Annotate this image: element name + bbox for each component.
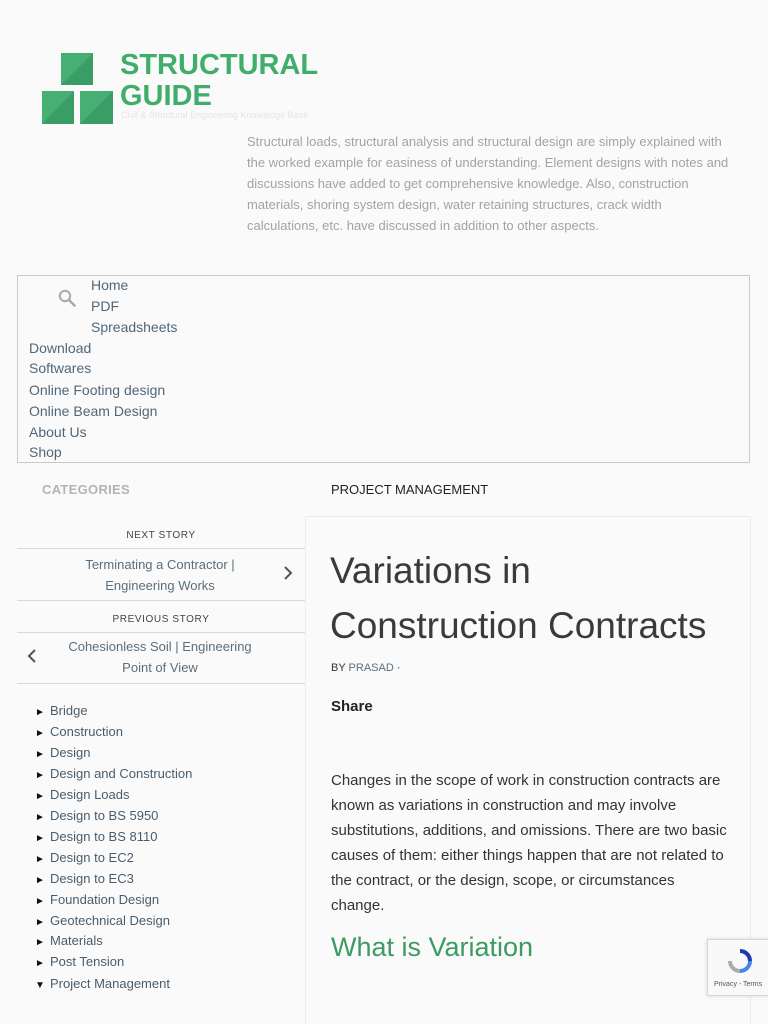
category-label: Bridge xyxy=(50,703,88,718)
article-category[interactable]: PROJECT MANAGEMENT xyxy=(331,482,489,497)
divider xyxy=(17,548,305,549)
nav-item-online-footing-design[interactable]: Online Footing design xyxy=(29,382,166,398)
logo-line-1: STRUCTURAL xyxy=(120,49,319,81)
chevron-left-icon[interactable] xyxy=(26,648,38,664)
category-item-design-to-ec3[interactable] xyxy=(35,869,134,891)
story-navigation xyxy=(17,517,305,684)
divider xyxy=(17,600,305,601)
category-item-design-and-construction[interactable] xyxy=(35,764,192,786)
triangle-right-icon: ► xyxy=(35,958,45,969)
category-item-design-to-ec2[interactable] xyxy=(35,848,134,870)
category-label: Design xyxy=(50,745,91,760)
category-label: Design and Construction xyxy=(50,766,193,781)
category-label: Materials xyxy=(50,933,103,948)
nav-item-about-us[interactable]: About Us xyxy=(29,424,87,440)
categories-title: CATEGORIES xyxy=(42,482,130,497)
triangle-right-icon: ► xyxy=(35,875,45,886)
category-item-design[interactable] xyxy=(35,743,90,765)
previous-story-label: PREVIOUS STORY xyxy=(112,614,210,625)
category-label: Design Loads xyxy=(50,787,130,802)
category-item-construction[interactable] xyxy=(35,722,123,744)
recaptcha-privacy-terms[interactable]: Privacy - Terms xyxy=(714,981,763,988)
category-label: Geotechnical Design xyxy=(50,913,170,928)
category-label: Construction xyxy=(50,724,123,739)
triangle-right-icon: ► xyxy=(35,707,45,718)
triangle-right-icon: ► xyxy=(35,791,45,802)
nav-item-online-beam-design[interactable]: Online Beam Design xyxy=(29,403,158,419)
next-story-label: NEXT STORY xyxy=(126,530,196,541)
byline xyxy=(331,662,401,674)
site-description: Structural loads, structural analysis and structural design are simply explained with the worked example for easiness of understanding. Element designs with notes and discussions have added to get comprehensive knowledge. Also, construction materials, shoring system design, water retaining structures, crack width calculations, etc. have discussed in addition to other aspects. xyxy=(247,134,729,233)
category-item-design-to-bs-8110[interactable] xyxy=(35,827,157,849)
previous-story-link[interactable]: Cohesionless Soil | Engineering Point of View xyxy=(68,639,252,675)
article-body: Changes in the scope of work in construction contracts are known as variations in construction and may involve substitutions, additions, and omissions. There are two basic causes of them: either things happen that are not related to the contract, or the design, scope, or circumstances change. xyxy=(331,772,727,914)
triangle-right-icon: ► xyxy=(35,854,45,865)
triangle-right-icon: ► xyxy=(35,833,45,844)
category-label: Project Management xyxy=(50,976,170,991)
nav-item-home[interactable]: Home xyxy=(91,277,129,293)
recaptcha-icon xyxy=(727,948,753,974)
author-link[interactable]: PRASAD xyxy=(348,662,394,674)
next-story-link[interactable]: Terminating a Contractor | Engineering Works xyxy=(85,557,235,593)
triangle-right-icon: ► xyxy=(35,749,45,760)
category-label: Design to BS 8110 xyxy=(50,829,158,844)
main-navigation xyxy=(17,275,750,463)
logo-tagline: Civil & Structural Engineering Knowledge Base xyxy=(121,110,309,120)
chevron-right-icon[interactable] xyxy=(282,565,294,581)
share-button[interactable]: Share xyxy=(331,698,373,715)
category-item-design-to-bs-5950[interactable] xyxy=(35,806,158,828)
triangle-right-icon: ► xyxy=(35,812,45,823)
category-label: Design to EC2 xyxy=(50,850,134,865)
triangle-down-icon: ▼ xyxy=(35,980,45,991)
triangle-right-icon: ► xyxy=(35,770,45,781)
site-logo-title[interactable] xyxy=(120,50,318,112)
nav-item-pdf[interactable]: PDF xyxy=(91,298,119,314)
byline-separator: · xyxy=(396,662,401,674)
triangle-right-icon: ► xyxy=(35,937,45,948)
section-heading: What is Variation xyxy=(331,932,534,962)
category-label: Foundation Design xyxy=(50,892,160,907)
logo-line-2: GUIDE xyxy=(120,80,212,112)
category-label: Post Tension xyxy=(50,954,125,969)
nav-item-shop[interactable]: Shop xyxy=(29,444,62,460)
triangle-right-icon: ► xyxy=(35,896,45,907)
byline-by: BY xyxy=(331,662,346,674)
logo-icon xyxy=(42,53,113,124)
article-title: Variations in Construction Contracts xyxy=(330,550,707,646)
category-label: Design to BS 5950 xyxy=(50,808,159,823)
search-icon[interactable] xyxy=(58,289,76,307)
category-item-materials[interactable] xyxy=(35,931,103,953)
category-item-post-tension[interactable] xyxy=(35,952,124,974)
category-item-geotechnical-design[interactable] xyxy=(35,911,170,933)
category-item-bridge[interactable] xyxy=(35,701,88,723)
nav-item-download[interactable]: Download xyxy=(29,340,92,356)
category-item-foundation-design[interactable] xyxy=(35,890,159,912)
triangle-right-icon: ► xyxy=(35,728,45,739)
triangle-right-icon: ► xyxy=(35,917,45,928)
nav-item-softwares[interactable]: Softwares xyxy=(29,360,92,376)
recaptcha-badge[interactable] xyxy=(707,939,768,996)
category-item-design-loads[interactable] xyxy=(35,785,130,807)
category-label: Design to EC3 xyxy=(50,871,134,886)
nav-item-spreadsheets[interactable]: Spreadsheets xyxy=(91,319,178,335)
category-item-project-management[interactable] xyxy=(35,974,170,996)
divider xyxy=(17,683,305,684)
divider xyxy=(17,632,305,633)
